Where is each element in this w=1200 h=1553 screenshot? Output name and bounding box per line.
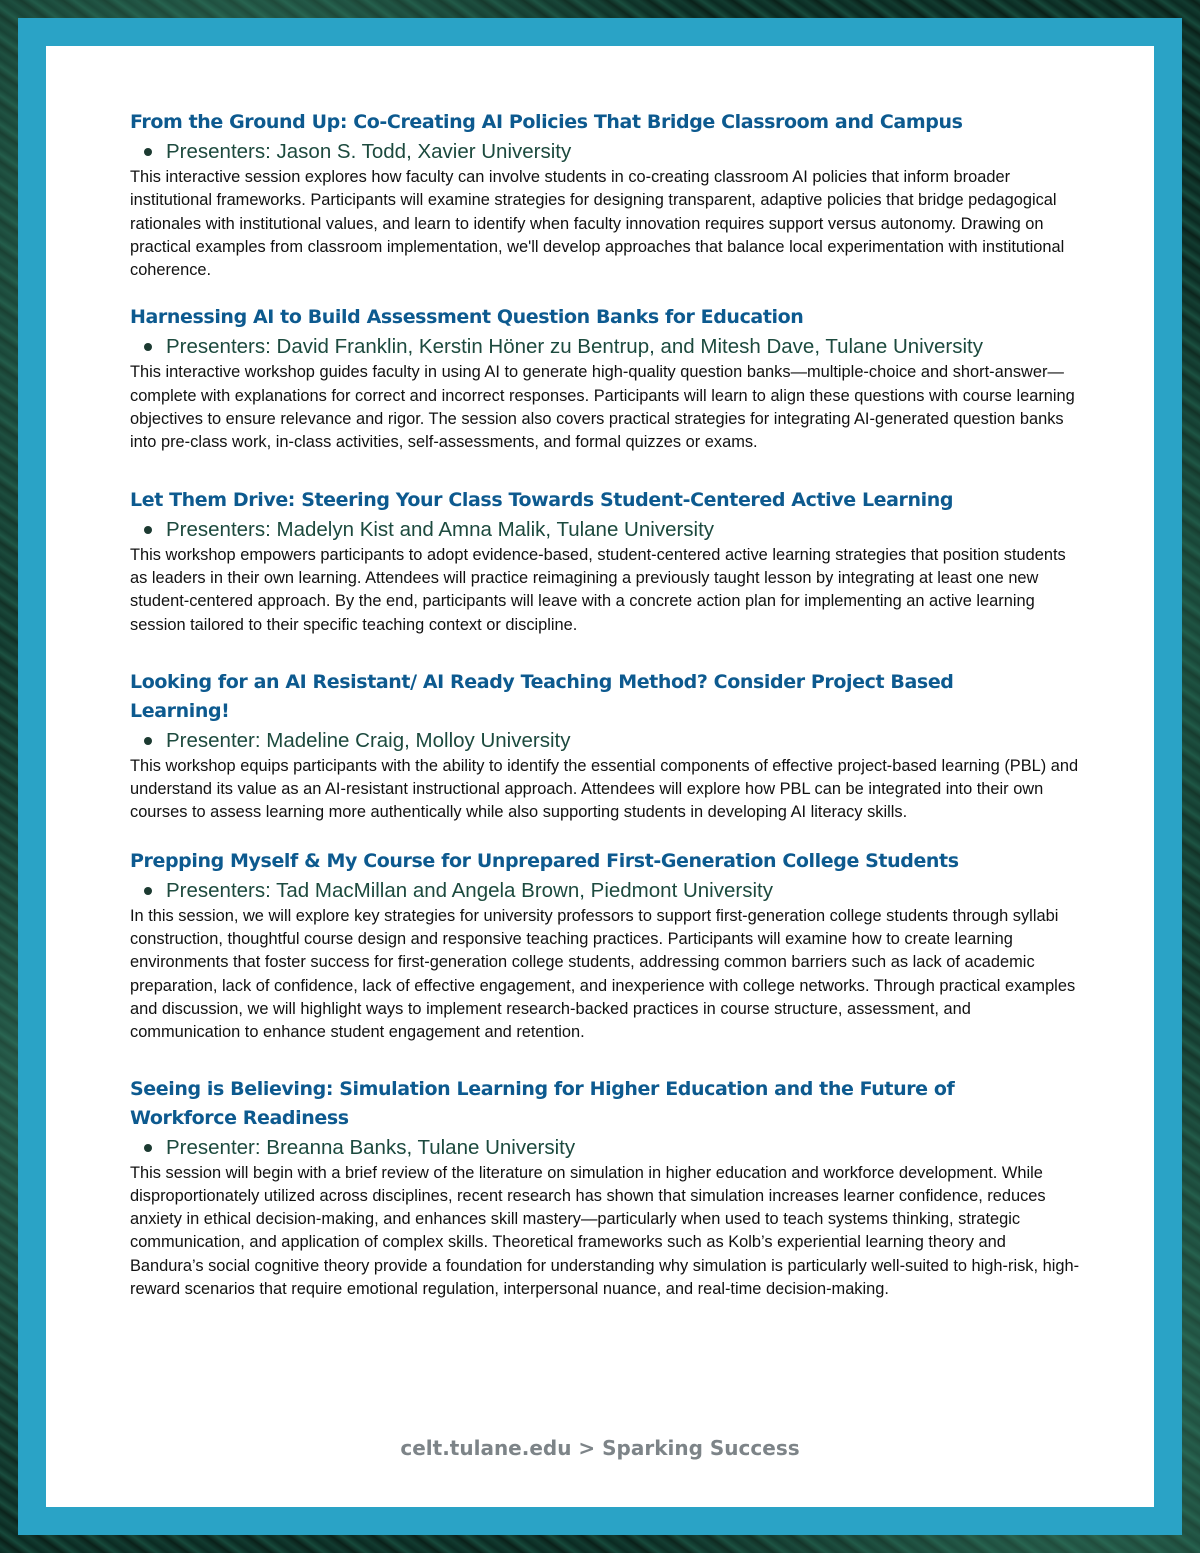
- bullet-icon: [144, 148, 152, 156]
- presenter-list: [130, 515, 1080, 544]
- session-title: Prepping Myself & My Course for Unprepared First-Generation College Students: [130, 849, 959, 872]
- presenter-list: [130, 1133, 1080, 1162]
- session-description: This interactive session explores how faculty can involve students in co-creating classroom AI policies that inform broader institutional frameworks. Participants will examine strategies for designing transparent, adaptive policies that bridge pedagogical rationales with institutional values, and learn to identify when faculty innovation requires support versus autonomy. Drawing on practical examples from classroom implementation, we'll develop approaches that balance local experimentation with institutional coherence.: [130, 168, 1065, 280]
- session-title: Let Them Drive: Steering Your Class Towards Student-Centered Active Learning: [130, 488, 954, 511]
- session-description: This session will begin with a brief review of the literature on simulation in higher education and workforce development. While disproportionately utilized across disciplines, recent research has shown that simulation increases learner confidence, reduces anxiety in ethical decision-making, and enhances skill mastery—particularly when used to teach systems thinking, strategic communication, and application of complex skills. Theoretical frameworks such as Kolb’s experiential learning theory and Bandura’s social cognitive theory provide a foundation for understanding why simulation is particularly well-suited to high-risk, high-reward scenarios that require emotional regulation, interpersonal nuance, and real-time decision-making.: [130, 1163, 1080, 1299]
- session-title: Harnessing AI to Build Assessment Question Banks for Education: [130, 306, 804, 329]
- presenter-text: Presenters: Jason S. Todd, Xavier University: [166, 140, 572, 163]
- bullet-icon: [144, 1144, 152, 1152]
- sessions-list: [130, 108, 1080, 1301]
- presenter-list: [130, 332, 1080, 361]
- bullet-icon: [144, 737, 152, 745]
- presenter-item: [144, 332, 1080, 361]
- presenter-item: [144, 876, 1080, 905]
- presenter-list: [130, 726, 1080, 755]
- presenter-text: Presenter: Breanna Banks, Tulane University: [166, 1135, 576, 1159]
- presenter-item: [144, 726, 1080, 755]
- bullet-icon: [144, 887, 152, 895]
- session-description: In this session, we will explore key strategies for university professors to support first-generation college students through syllabi construction, thoughtful course design and responsive teaching practices. Participants will examine how to create learning environments that foster success for first-generation college students, addressing common barriers such as lack of academic preparation, lack of confidence, lack of effective engagement, and inexperience with college networks. Through practical examples and discussion, we will highlight ways to implement research-backed practices in course structure, assessment, and communication to enhance student engagement and retention.: [130, 906, 1076, 1042]
- session-5: [130, 847, 1080, 1045]
- session-6: [130, 1075, 1080, 1302]
- presenter-item: [144, 137, 1080, 166]
- session-2: [130, 303, 1080, 454]
- bullet-icon: [144, 526, 152, 534]
- presenter-text: Presenters: Madelyn Kist and Amna Malik, Tulane University: [166, 517, 715, 541]
- bullet-icon: [144, 343, 152, 351]
- session-title: Seeing is Believing: Simulation Learning for Higher Education and the Future of Workforce Readiness: [130, 1077, 955, 1129]
- footer-link[interactable]: celt.tulane.edu > Sparking Success: [400, 1436, 800, 1460]
- presenter-list: [130, 876, 1080, 905]
- session-1: [130, 108, 1080, 282]
- presenter-text: Presenters: David Franklin, Kerstin Höner zu Bentrup, and Mitesh Dave, Tulane University: [166, 335, 983, 359]
- document-page: [46, 46, 1154, 1507]
- presenter-item: [144, 515, 1080, 544]
- presenter-text: Presenter: Madeline Craig, Molloy University: [166, 728, 571, 752]
- session-3: [130, 486, 1080, 637]
- session-title: From the Ground Up: Co-Creating AI Policies That Bridge Classroom and Campus: [130, 111, 963, 133]
- session-description: This workshop empowers participants to adopt evidence-based, student-centered active learning strategies that position students as leaders in their own learning. Attendees will practice reimagining a previously taught lesson by integrating at least one new student-centered approach. By the end, participants will leave with a concrete action plan for implementing an active learning session tailored to their specific teaching context or discipline.: [130, 545, 1066, 634]
- session-description: This interactive workshop guides faculty in using AI to generate high-quality question banks—multiple-choice and short-answer—complete with explanations for correct and incorrect responses. Participants will learn to align these questions with course learning objectives to ensure relevance and rigor. The session also covers practical strategies for integrating AI-generated question banks into pre-class work, in-class activities, self-assessments, and formal quizzes or exams.: [130, 363, 1075, 452]
- presenter-text: Presenters: Tad MacMillan and Angela Brown, Piedmont University: [166, 878, 773, 902]
- presenter-item: [144, 1133, 1080, 1162]
- presenter-list: [130, 137, 1080, 166]
- session-title: Looking for an AI Resistant/ AI Ready Teaching Method? Consider Project Based Learning!: [130, 670, 954, 722]
- session-description: This workshop equips participants with the ability to identify the essential components of effective project-based learning (PBL) and understand its value as an AI-resistant instructional approach. Attendees will explore how PBL can be integrated into their own courses to assess learning more authentically while also supporting students in developing AI literacy skills.: [130, 756, 1079, 822]
- session-4: [130, 668, 1080, 825]
